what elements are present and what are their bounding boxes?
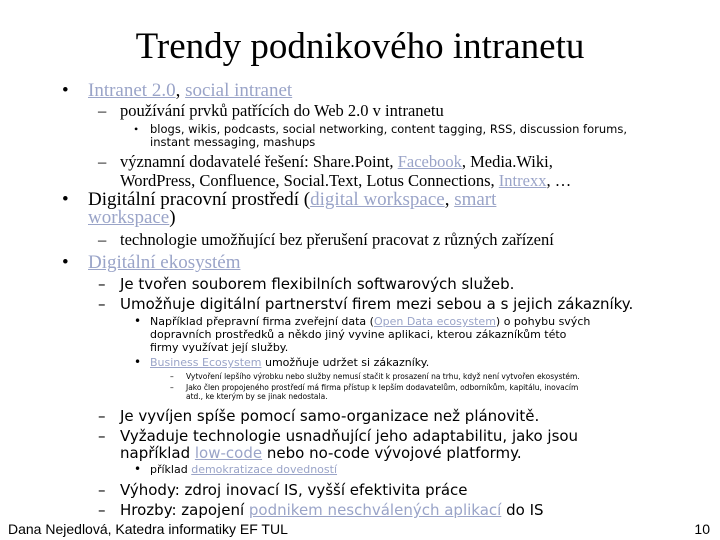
bullet-dot: •: [134, 355, 142, 369]
open-data-line1: [150, 315, 590, 328]
example-text: příklad: [150, 463, 192, 476]
open-data-line2: dopravních prostředků a někdo jiný vyvine aplikaci, kterou zákazníkům této: [150, 328, 567, 341]
digital-ecosystem-heading: [88, 252, 241, 274]
digital-workspace-line2: [88, 207, 176, 229]
footer-author: Dana Nejedlová, Katedra informatiky EF TUL: [8, 521, 288, 537]
adaptability-line1: Vyžaduje technologie usnadňující jeho adaptabilitu, jako jsou: [120, 427, 579, 445]
link-intrexx[interactable]: Intrexx: [498, 171, 547, 190]
ecosystem-partnership-text: Umožňuje digitální partnerství firem mezi sebou a s jejich zákazníky.: [120, 295, 634, 313]
threats-line: [120, 501, 544, 520]
example-text: umožňuje udržet si zákazníky.: [261, 356, 430, 369]
skills-democratization-line: [150, 463, 337, 476]
bullet-dot: •: [62, 252, 69, 273]
member-access-line1: Jako člen propojeného prostředí má firma přístup k lepším dodavatelům, odborníkům, kapitálu, inovacím: [186, 383, 579, 392]
dash: –: [98, 295, 106, 313]
vendors-text: WordPress, Confluence, Social.Text, Lotus Connections,: [120, 171, 499, 190]
adaptability-text: například: [120, 444, 195, 462]
slide-title: Trendy podnikového intranetu: [135, 26, 585, 67]
dash: –: [170, 383, 174, 392]
separator: ,: [175, 80, 186, 101]
vendors-line1: [120, 152, 553, 171]
link-demokratizace-dovednosti[interactable]: demokratizace dovedností: [191, 463, 338, 476]
web20-examples-line1: blogs, wikis, podcasts, social networking, content tagging, RSS, discussion forums,: [150, 122, 627, 136]
dash: –: [98, 275, 106, 293]
threats-text: do IS: [501, 501, 544, 519]
bullet-dot: •: [62, 80, 69, 101]
better-product-text: Vytvoření lepšího výrobku nebo služby nemusí stačit k prosazení na trhu, když není vytvořen ekosystém.: [186, 372, 580, 381]
dash: –: [98, 501, 106, 519]
link-unapproved-apps[interactable]: podnikem neschválených aplikací: [248, 501, 502, 519]
business-ecosystem-line: [150, 356, 429, 369]
link-smart-workspace[interactable]: smart: [454, 189, 497, 210]
link-business-ecosystem[interactable]: Business Ecosystem: [150, 356, 262, 369]
bullet-dot: •: [134, 462, 142, 476]
dash: –: [98, 152, 107, 171]
dash: –: [98, 481, 106, 499]
bullet-dot: •: [62, 189, 69, 210]
adaptability-line2: [120, 444, 522, 463]
benefits-text: Výhody: zdroj inovací IS, vyšší efektivita práce: [120, 481, 468, 499]
link-smart-workspace[interactable]: workspace: [88, 207, 170, 228]
vendors-text: významní dodavatelé řešení: Share.Point,: [120, 152, 398, 171]
ecosystem-composition-text: Je tvořen souborem flexibilních softwarových služeb.: [120, 275, 515, 293]
bullet-intranet-2-0: [88, 80, 292, 102]
link-intranet-2-0[interactable]: Intranet 2.0: [88, 80, 176, 101]
link-low-code[interactable]: low-code: [194, 444, 263, 462]
web20-examples-line2: instant messaging, mashups: [150, 135, 316, 149]
bullet-dot: •: [134, 314, 142, 328]
member-access-line2: atd., ke kterým by se jinak nedostala.: [186, 392, 328, 401]
web20-usage-text: používání prvků patřících do Web 2.0 v intranetu: [120, 101, 444, 120]
vendors-text: , Media.Wiki,: [461, 152, 553, 171]
link-digital-ecosystem[interactable]: Digitální ekosystém: [88, 252, 241, 273]
dash: –: [98, 407, 106, 425]
adaptability-text: nebo no-code vývojové platformy.: [262, 444, 522, 462]
example-text: ) o pohybu svých: [495, 315, 591, 328]
link-digital-workspace[interactable]: digital workspace: [310, 189, 445, 210]
dash: –: [98, 230, 107, 249]
vendors-text: , …: [546, 171, 572, 190]
workspace-technology-text: technologie umožňující bez přerušení pracovat z různých zařízení: [120, 230, 554, 249]
workspace-text: Digitální pracovní prostředí (: [88, 189, 311, 210]
threats-text: Hrozby: zapojení: [120, 501, 249, 519]
link-social-intranet[interactable]: social intranet: [185, 80, 293, 101]
open-data-line3: firmy využívat její služby.: [150, 341, 289, 354]
workspace-text: ): [169, 207, 176, 228]
separator: ,: [444, 189, 455, 210]
example-text: Například přepravní firma zveřejní data (: [150, 315, 374, 328]
bullet-dot: •: [134, 122, 139, 136]
self-organization-text: Je vyvíjen spíše pomocí samo-organizace než plánovitě.: [120, 407, 540, 425]
page-number: 10: [694, 521, 710, 537]
vendors-line2: [120, 171, 571, 190]
dash: –: [170, 372, 174, 381]
dash: –: [98, 427, 106, 445]
link-open-data-ecosystem[interactable]: Open Data ecosystem: [373, 315, 496, 328]
dash: –: [98, 101, 107, 120]
link-facebook[interactable]: Facebook: [397, 152, 462, 171]
